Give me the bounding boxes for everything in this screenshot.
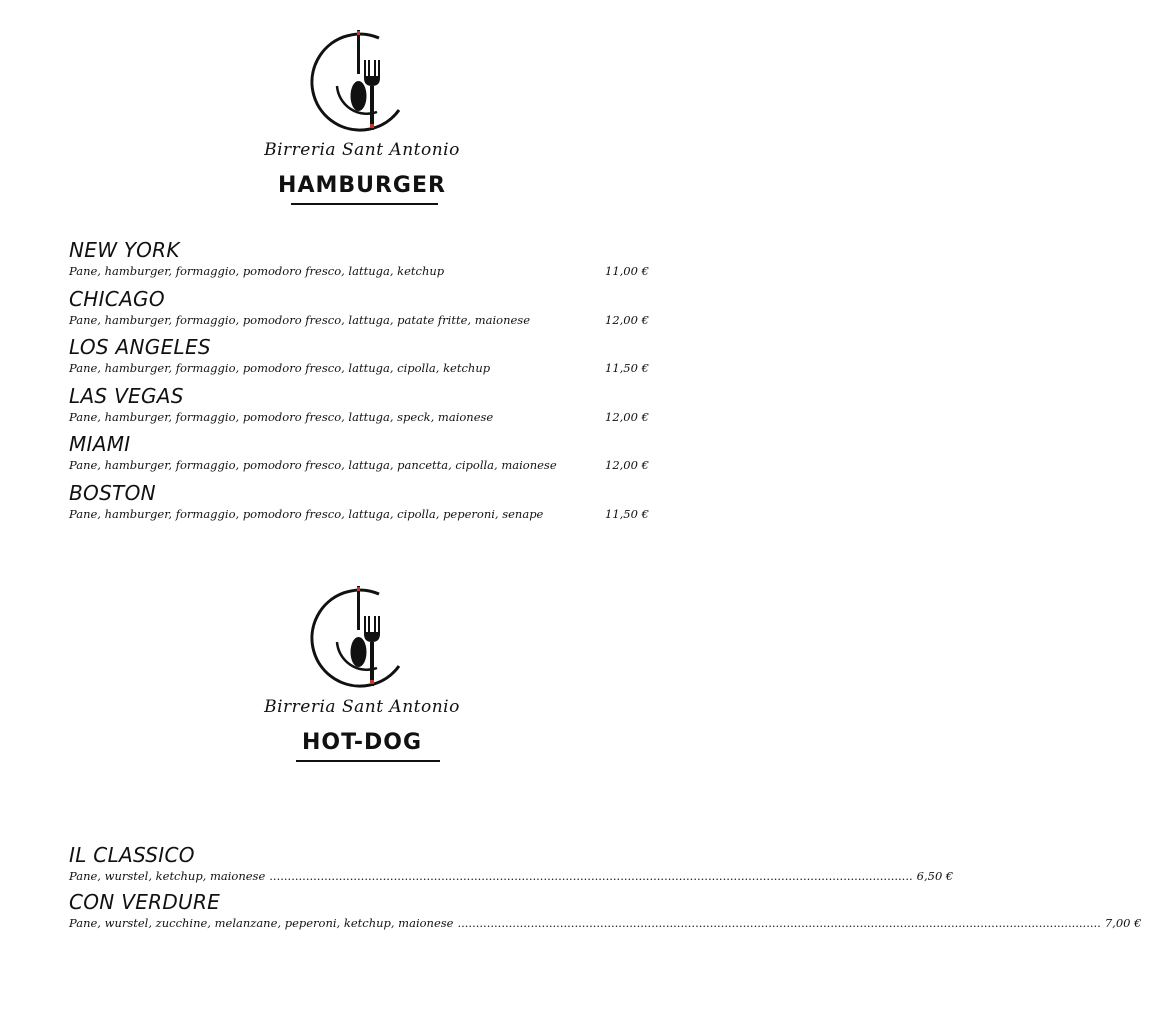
menu-item-name: NEW YORK — [69, 238, 180, 262]
menu-item-name: MIAMI — [69, 432, 131, 456]
section-title-hotdog: HOT-DOG — [301, 730, 423, 755]
menu-item — [69, 286, 669, 335]
menu-item-name: IL CLASSICO — [69, 843, 195, 867]
menu-item-price: 11,00 € — [605, 264, 649, 278]
menu-item-price: 12,00 € — [605, 458, 649, 472]
menu-item — [69, 334, 669, 383]
menu-item-price: 12,00 € — [605, 312, 649, 327]
leader-dots: ................................................................................................................................................................................ — [269, 869, 913, 883]
menu-item-name: CHICAGO — [69, 286, 165, 311]
menu-item-price: 11,50 € — [605, 506, 649, 521]
menu-item-description: Pane, hamburger, formaggio, pomodoro fresco, lattuga, patate fritte, maionese — [69, 312, 530, 327]
menu-item-description: Pane, hamburger, formaggio, pomodoro fresco, lattuga, ketchup — [69, 264, 445, 278]
hamburger-list — [69, 237, 669, 528]
menu-item — [69, 889, 1142, 936]
menu-item-price: 11,50 € — [605, 361, 649, 375]
menu-item-description: Pane, hamburger, formaggio, pomodoro fresco, lattuga, pancetta, cipolla, maionese — [69, 458, 557, 472]
menu-item-price: 6,50 € — [916, 869, 954, 883]
leader-dots: ................................................................................................................................................................................ — [457, 916, 1101, 930]
menu-item — [69, 842, 954, 889]
section-title-underline — [291, 203, 438, 205]
logo-plate-spoon-fork-icon — [0, 582, 724, 694]
menu-item-description: Pane, hamburger, formaggio, pomodoro fresco, lattuga, cipolla, peperoni, senape — [69, 506, 544, 521]
menu-item — [69, 383, 669, 432]
logo-plate-spoon-fork-icon — [0, 26, 724, 138]
menu-item — [69, 480, 669, 529]
menu-item-name: BOSTON — [69, 480, 156, 505]
brand-name: Birreria Sant Antonio — [264, 697, 460, 717]
menu-item — [69, 431, 669, 480]
menu-item-description: Pane, wurstel, zucchine, melanzane, peperoni, ketchup, maionese — [69, 916, 454, 930]
menu-item-price: 12,00 € — [605, 409, 649, 424]
hotdog-list — [69, 842, 1142, 936]
menu-item-name: LAS VEGAS — [69, 383, 184, 408]
menu-item-description: Pane, hamburger, formaggio, pomodoro fresco, lattuga, cipolla, ketchup — [69, 361, 491, 375]
menu-item-name: LOS ANGELES — [69, 335, 211, 359]
brand-name: Birreria Sant Antonio — [264, 140, 460, 160]
section-title-underline — [296, 760, 440, 762]
menu-item-name: CON VERDURE — [69, 890, 221, 914]
menu-item-description: Pane, hamburger, formaggio, pomodoro fresco, lattuga, speck, maionese — [69, 409, 494, 424]
section-title-hamburger: HAMBURGER — [278, 173, 446, 198]
menu-item-price: 7,00 € — [1104, 916, 1142, 930]
menu-item — [69, 237, 669, 286]
menu-item-description: Pane, wurstel, ketchup, maionese — [69, 869, 266, 883]
